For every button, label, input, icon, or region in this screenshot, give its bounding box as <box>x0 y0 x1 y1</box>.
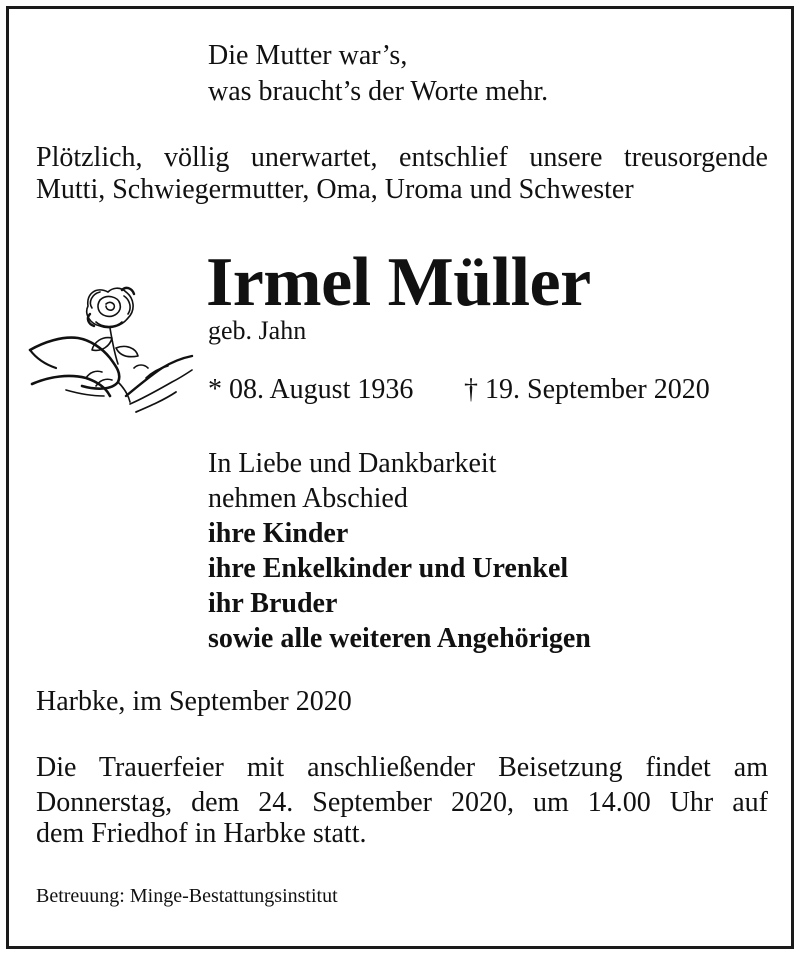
rose-in-hands-icon <box>26 278 198 428</box>
death-date: † 19. September 2020 <box>464 374 710 405</box>
quote-line-2: was braucht’s der Worte mehr. <box>208 76 549 107</box>
mourner-children: ihre Kinder <box>208 518 349 549</box>
place-date: Harbke, im September 2020 <box>36 686 352 717</box>
quote-line-1: Die Mutter war’s, <box>208 40 408 71</box>
service-line-3: dem Friedhof in Harbke statt. <box>36 818 367 849</box>
funeral-home-credit: Betreuung: Minge-Bestattungsinstitut <box>36 885 338 907</box>
intro-line-1: Plötzlich, völlig unerwartet, entschlief unsere treusorgende <box>36 142 768 173</box>
service-line-1: Die Trauerfeier mit anschließender Beisetzung findet am <box>36 752 768 783</box>
service-line-2: Donnerstag, dem 24. September 2020, um 14.00 Uhr auf <box>36 787 768 818</box>
mourner-brother: ihr Bruder <box>208 588 338 619</box>
mourner-relatives: sowie alle weiteren Angehörigen <box>208 623 591 654</box>
farewell-line-1: In Liebe und Dankbarkeit <box>208 448 497 479</box>
deceased-name: Irmel Müller <box>206 244 591 321</box>
intro-line-2: Mutti, Schwiegermutter, Oma, Uroma und Schwester <box>36 174 634 205</box>
maiden-name: geb. Jahn <box>208 316 307 345</box>
farewell-line-2: nehmen Abschied <box>208 483 408 514</box>
mourner-grandchildren: ihre Enkelkinder und Urenkel <box>208 553 569 584</box>
birth-date: * 08. August 1936 <box>208 374 414 405</box>
